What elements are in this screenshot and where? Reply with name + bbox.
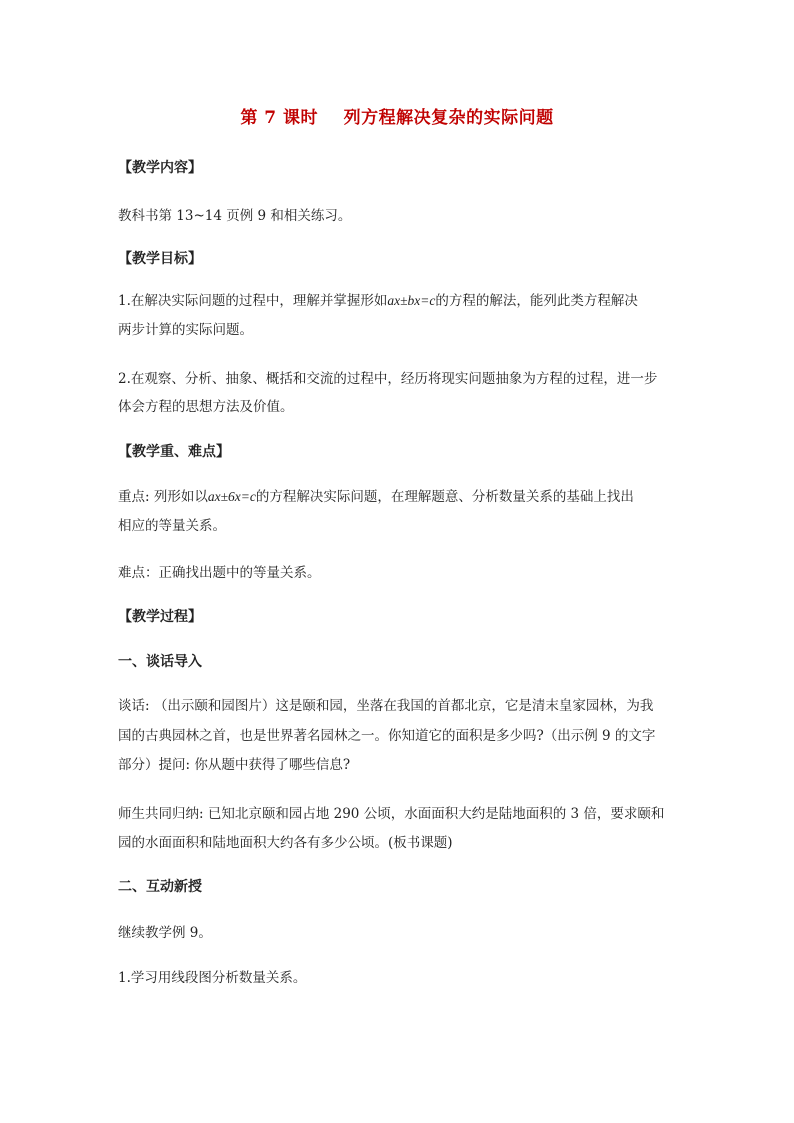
talk-line-1: 谈话: （出示颐和园图片）这是颐和园，坐落在我国的首都北京，它是清末皇家园林，为我 <box>118 698 654 714</box>
goal-1-text-pre: 1.在解决实际问题的过程中，理解并掌握形如 <box>118 293 388 309</box>
section-heading-teaching-goals: 【教学目标】 <box>118 251 202 267</box>
key-point-line-2: 相应的等量关系。 <box>118 518 226 534</box>
page-title: 第 7 课时 列方程解决复杂的实际问题 <box>240 108 554 128</box>
goal-1-text-post: 的方程的解法，能列此类方程解决 <box>435 293 638 309</box>
difficulty-text: 难点：正确找出题中的等量关系。 <box>118 565 321 581</box>
section-heading-teaching-content: 【教学内容】 <box>118 160 202 176</box>
summary-line-1: 师生共同归纳: 已知北京颐和园占地 290 公顷，水面面积大约是陆地面积的 3 倍，要求颐和 <box>118 806 665 822</box>
goal-2-line-1: 2.在观察、分析、抽象、概括和交流的过程中，经历将现实问题抽象为方程的过程，进一步 <box>118 371 658 387</box>
part-2-heading: 二、互动新授 <box>118 879 202 895</box>
goal-1-line-1 <box>118 291 678 311</box>
talk-line-2: 国的古典园林之首，也是世界著名园林之一。你知道它的面积是多少吗?（出示例 9 的文字 <box>118 728 656 744</box>
goal-1-line-2: 两步计算的实际问题。 <box>118 322 253 338</box>
part-1-heading: 一、谈话导入 <box>118 654 202 670</box>
key-point-formula: ax±6x=c <box>207 489 256 504</box>
goal-2-line-2: 体会方程的思想方法及价值。 <box>118 399 294 415</box>
talk-line-3: 部分）提问: 你从题中获得了哪些信息? <box>118 757 351 773</box>
goal-1-formula: ax±bx=c <box>387 293 436 308</box>
summary-line-2: 园的水面面积和陆地面积大约各有多少公顷。(板书课题) <box>118 835 453 851</box>
section-heading-key-points: 【教学重、难点】 <box>118 444 230 460</box>
section-heading-teaching-process: 【教学过程】 <box>118 609 202 625</box>
key-point-line-1 <box>118 487 678 507</box>
key-point-text-post: 的方程解决实际问题，在理解题意、分析数量关系的基础上找出 <box>255 489 634 505</box>
continue-text: 继续教学例 9。 <box>118 925 212 941</box>
key-point-text-pre: 重点: 列形如以 <box>118 489 208 505</box>
teaching-content-text: 教科书第 13~14 页例 9 和相关练习。 <box>118 208 352 224</box>
step-1-text: 1.学习用线段图分析数量关系。 <box>118 970 307 986</box>
